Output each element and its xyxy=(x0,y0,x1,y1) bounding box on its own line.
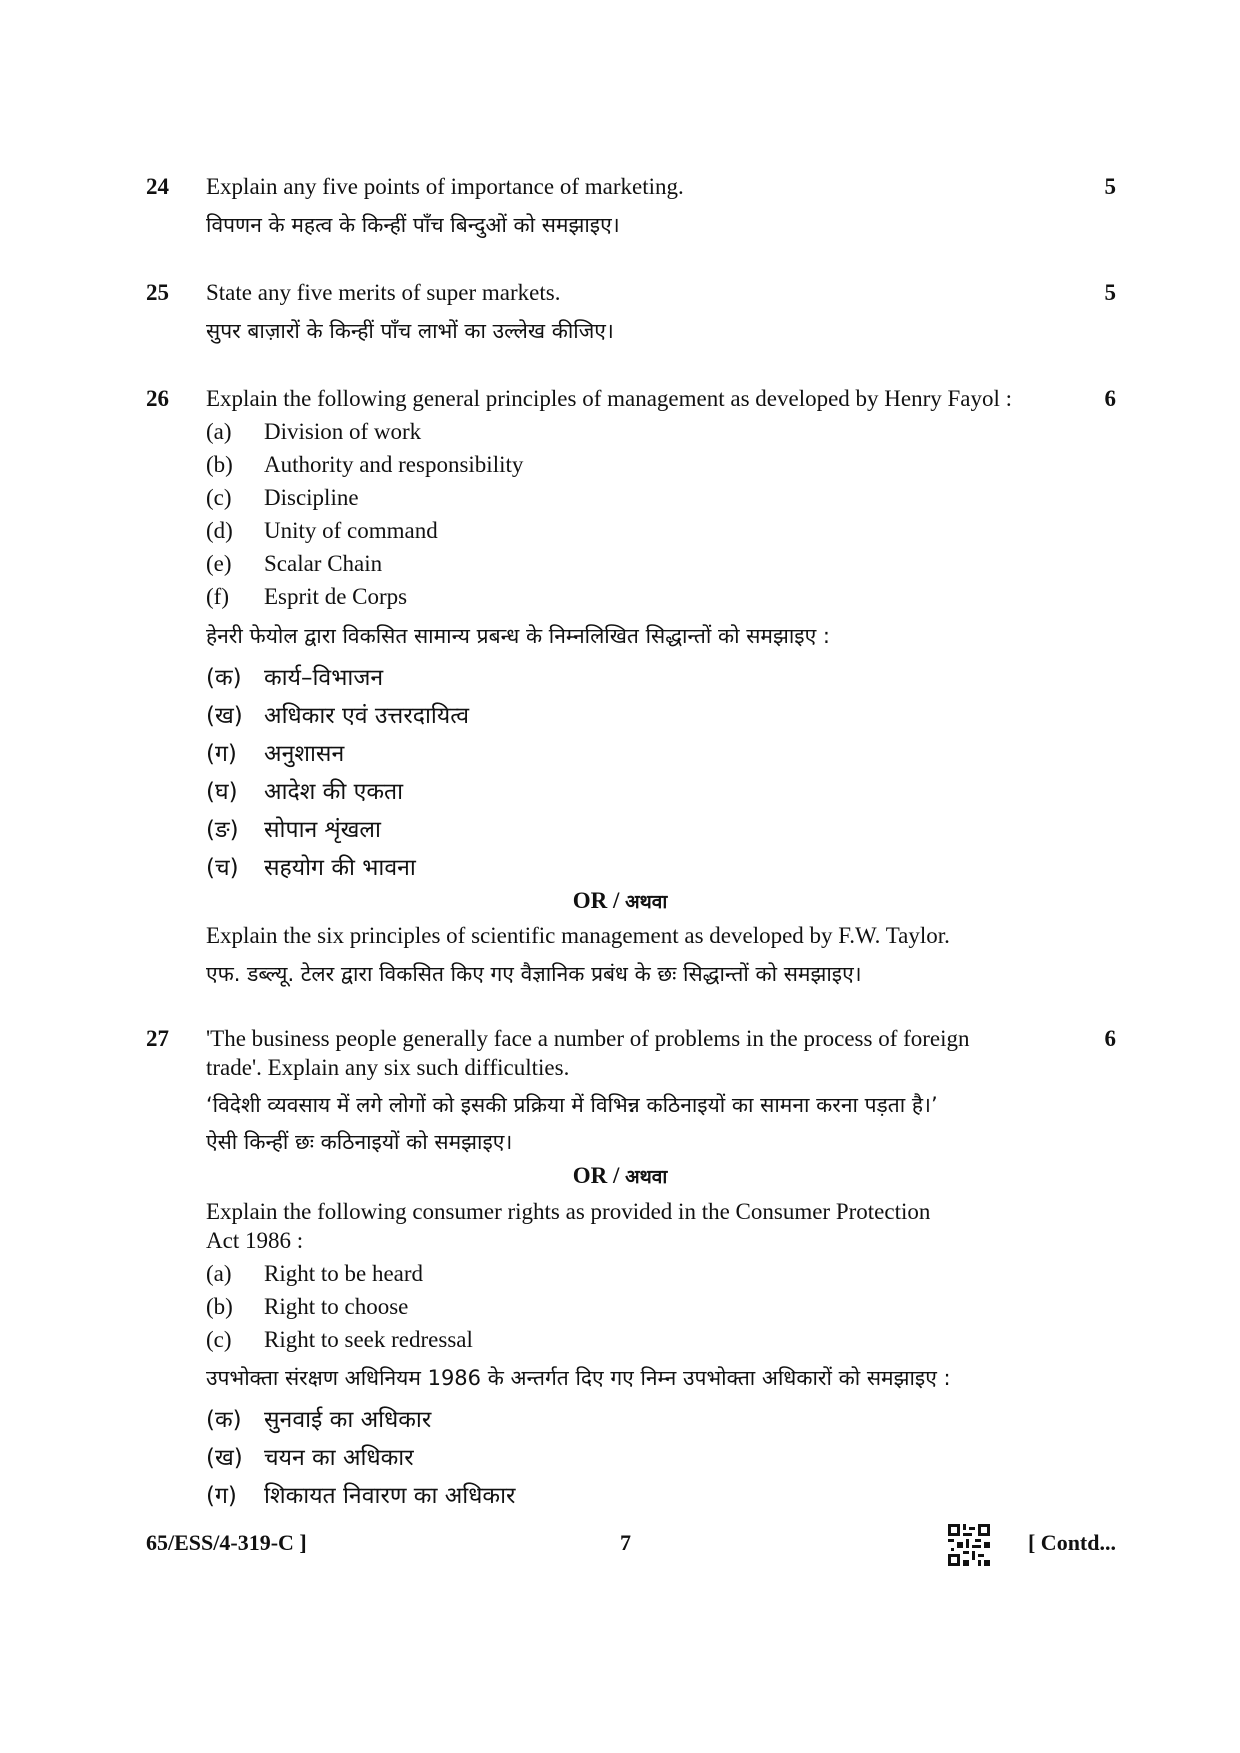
or-label-en: OR / xyxy=(572,1163,620,1188)
option-text: सोपान शृंखला xyxy=(264,817,381,843)
option-text: Authority and responsibility xyxy=(264,452,524,477)
option-text: आदेश की एकता xyxy=(264,779,404,805)
option-item xyxy=(206,1402,431,1434)
or-label-en: OR / xyxy=(572,888,620,913)
option-label: (ग) xyxy=(206,1483,237,1509)
question-25-text-en: State any five merits of super markets. xyxy=(206,280,561,305)
question-27-text-en-line2: trade'. Explain any six such difficulties. xyxy=(206,1055,570,1080)
or-divider xyxy=(0,1163,1240,1189)
question-27-alt-text-en-line1: Explain the following consumer rights as provided in the Consumer Protection xyxy=(206,1199,931,1224)
option-item xyxy=(206,812,381,844)
option-item xyxy=(206,1478,515,1510)
option-text: Right to choose xyxy=(264,1294,409,1319)
option-label: (c) xyxy=(206,485,232,510)
option-item xyxy=(206,419,421,445)
option-label: (क) xyxy=(206,665,242,691)
option-label: (c) xyxy=(206,1327,232,1352)
qr-code-icon xyxy=(948,1524,990,1566)
question-26-text-hi: हेनरी फेयोल द्वारा विकसित सामान्य प्रबन्ध के निम्नलिखित सिद्धान्तों को समझाइए : xyxy=(206,624,830,648)
option-item xyxy=(206,660,383,692)
question-24-text-en: Explain any five points of importance of marketing. xyxy=(206,174,684,199)
option-label: (ख) xyxy=(206,1445,243,1471)
option-item xyxy=(206,850,416,882)
or-label-hi: अथवा xyxy=(625,891,668,913)
question-27-text-hi-line2: ऐसी किन्हीं छः कठिनाइयों को समझाइए। xyxy=(206,1130,513,1154)
option-label: (e) xyxy=(206,551,232,576)
option-item xyxy=(206,1261,423,1287)
option-label: (ग) xyxy=(206,741,237,767)
option-text: कार्य–विभाजन xyxy=(264,665,384,691)
question-26-alt-text-hi: एफ. डब्ल्यू. टेलर द्वारा विकसित किए गए वैज्ञानिक प्रबंध के छः सिद्धान्तों को समझाइए। xyxy=(206,962,862,986)
paper-code: 65/ESS/4-319-C ] xyxy=(146,1530,307,1555)
option-item xyxy=(206,736,344,768)
question-27-alt-text-en-line2: Act 1986 : xyxy=(206,1228,304,1253)
option-item xyxy=(206,774,403,806)
question-number-25: 25 xyxy=(146,280,169,305)
or-label-hi: अथवा xyxy=(625,1166,668,1188)
question-number-24: 24 xyxy=(146,174,169,199)
option-item xyxy=(206,1440,414,1472)
option-text: अनुशासन xyxy=(264,741,345,767)
option-label: (ख) xyxy=(206,703,243,729)
option-item xyxy=(206,485,359,511)
option-item xyxy=(206,1294,408,1320)
option-label: (च) xyxy=(206,855,239,881)
option-item xyxy=(206,698,469,730)
option-label: (d) xyxy=(206,518,233,543)
option-text: Discipline xyxy=(264,485,359,510)
option-label: (घ) xyxy=(206,779,238,805)
question-number-26: 26 xyxy=(146,386,169,411)
question-number-27: 27 xyxy=(146,1026,169,1051)
option-label: (ङ) xyxy=(206,817,239,843)
question-26-text-en: Explain the following general principles of management as developed by Henry Fayol : xyxy=(206,386,1013,411)
marks-27: 6 xyxy=(1104,1026,1116,1051)
option-item xyxy=(206,1327,473,1353)
marks-24: 5 xyxy=(1104,174,1116,199)
option-label: (a) xyxy=(206,1261,232,1286)
option-text: चयन का अधिकार xyxy=(264,1445,414,1471)
option-text: Unity of command xyxy=(264,518,438,543)
option-item xyxy=(206,518,438,544)
question-27-text-hi-line1: ‘विदेशी व्यवसाय में लगे लोगों को इसकी प्रक्रिया में विभिन्न कठिनाइयों का सामना करना पड़ता है।’ xyxy=(206,1093,938,1117)
marks-26: 6 xyxy=(1104,386,1116,411)
page-number: 7 xyxy=(620,1530,631,1555)
option-label: (क) xyxy=(206,1407,242,1433)
question-25-text-hi: सुपर बाज़ारों के किन्हीं पाँच लाभों का उल्लेख कीजिए। xyxy=(206,319,614,343)
option-item xyxy=(206,584,407,610)
question-27-text-en-line1: 'The business people generally face a number of problems in the process of foreign xyxy=(206,1026,970,1051)
question-24-text-hi: विपणन के महत्व के किन्हीं पाँच बिन्दुओं को समझाइए। xyxy=(206,213,620,237)
marks-25: 5 xyxy=(1104,280,1116,305)
option-label: (b) xyxy=(206,1294,233,1319)
option-text: Division of work xyxy=(264,419,422,444)
option-text: Right to be heard xyxy=(264,1261,424,1286)
option-item xyxy=(206,452,523,478)
question-27-alt-text-hi: उपभोक्ता संरक्षण अधिनियम 1986 के अन्तर्गत दिए गए निम्न उपभोक्ता अधिकारों को समझाइए : xyxy=(206,1366,951,1390)
option-text: शिकायत निवारण का अधिकार xyxy=(264,1483,516,1509)
option-text: अधिकार एवं उत्तरदायित्व xyxy=(264,703,470,729)
option-label: (b) xyxy=(206,452,233,477)
option-text: Scalar Chain xyxy=(264,551,383,576)
option-text: Right to seek redressal xyxy=(264,1327,473,1352)
or-divider xyxy=(0,888,1240,914)
option-item xyxy=(206,551,382,577)
option-text: सुनवाई का अधिकार xyxy=(264,1407,432,1433)
option-text: Esprit de Corps xyxy=(264,584,408,609)
continued-label: [ Contd... xyxy=(1027,1530,1116,1555)
option-text: सहयोग की भावना xyxy=(264,855,416,881)
question-26-alt-text-en: Explain the six principles of scientific management as developed by F.W. Taylor. xyxy=(206,923,950,948)
option-label: (f) xyxy=(206,584,229,609)
option-label: (a) xyxy=(206,419,232,444)
